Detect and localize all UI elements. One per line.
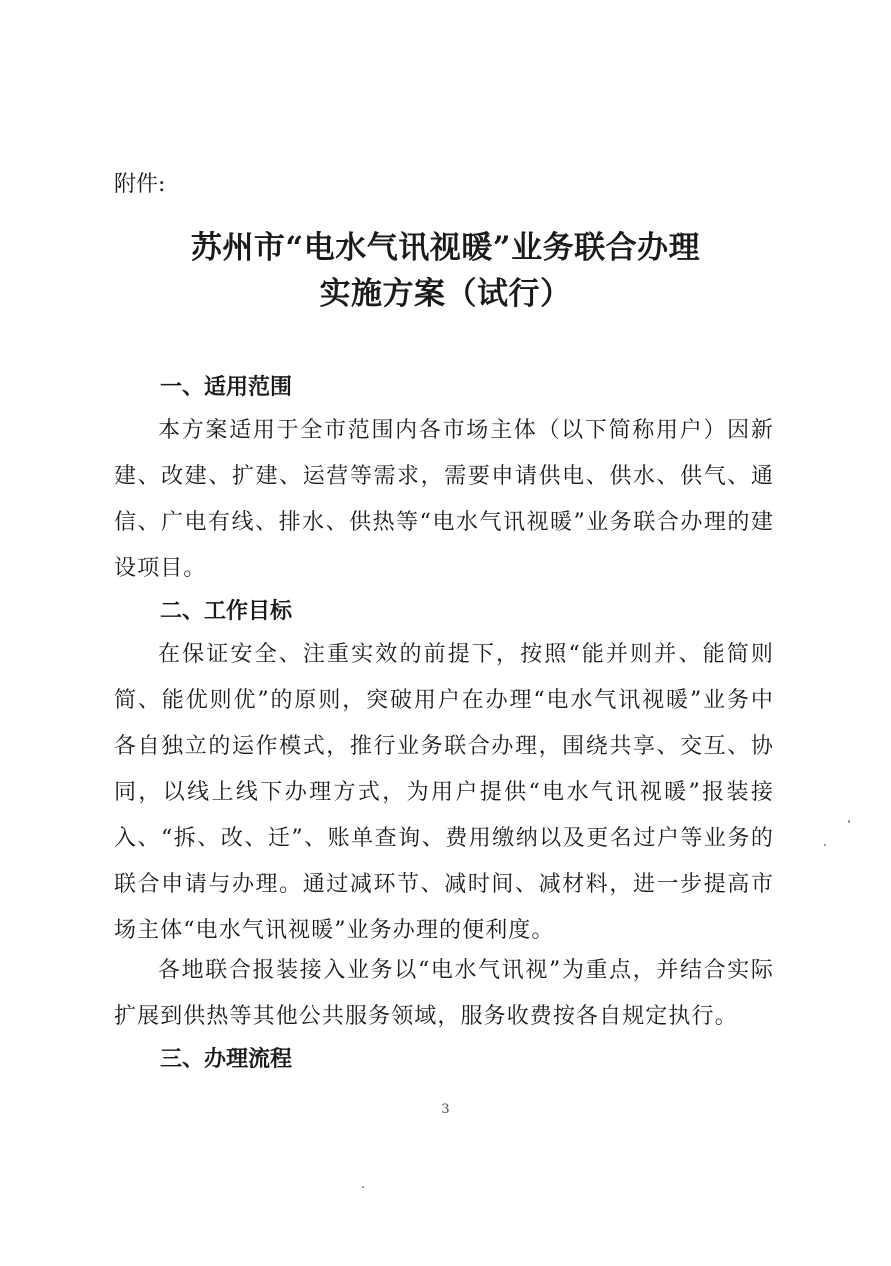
section-paragraph-goals: 在保证安全、注重实效的前提下，按照“能并则并、能简则简、能优则优”的原则，突破用户在办理“电水气讯视暖”业务中各自独立的运作模式，推行业务联合办理，围绕共享、交互、协同，以线上线下办理方式，为用户提供“电水气讯视暖”报装接入、“拆、改、迁”、账单查询、费用缴纳以及更名过户等业务的联合申请与办理。通过减环节、减时间、减材料，进一步提高市场主体“电水气讯视暖”业务办理的便利度。	[114, 642, 774, 943]
scan-speck	[362, 1186, 364, 1188]
section-heading-process: 三、办理流程	[160, 1046, 293, 1072]
attachment-label: 附件:	[114, 172, 166, 197]
document-title-line-1: 苏州市“电水气讯视暖”业务联合办理	[190, 230, 701, 266]
scan-speck	[824, 844, 826, 846]
page-number: 3	[441, 1102, 450, 1117]
section-heading-scope: 一、适用范围	[160, 374, 293, 400]
section-paragraph-scope: 本方案适用于全市范围内各市场主体（以下简称用户）因新建、改建、扩建、运营等需求，需要申请供电、供水、供气、通信、广电有线、排水、供热等“电水气讯视暖”业务联合办理的建设项目。	[114, 418, 774, 581]
section-paragraph-goals-2: 各地联合报装接入业务以“电水气讯视”为重点，并结合实际扩展到供热等其他公共服务领域，服务收费按各自规定执行。	[114, 958, 774, 1029]
document-title-line-2: 实施方案（试行）	[319, 276, 572, 312]
section-heading-goals: 二、工作目标	[160, 598, 293, 624]
scan-speck	[848, 820, 850, 823]
